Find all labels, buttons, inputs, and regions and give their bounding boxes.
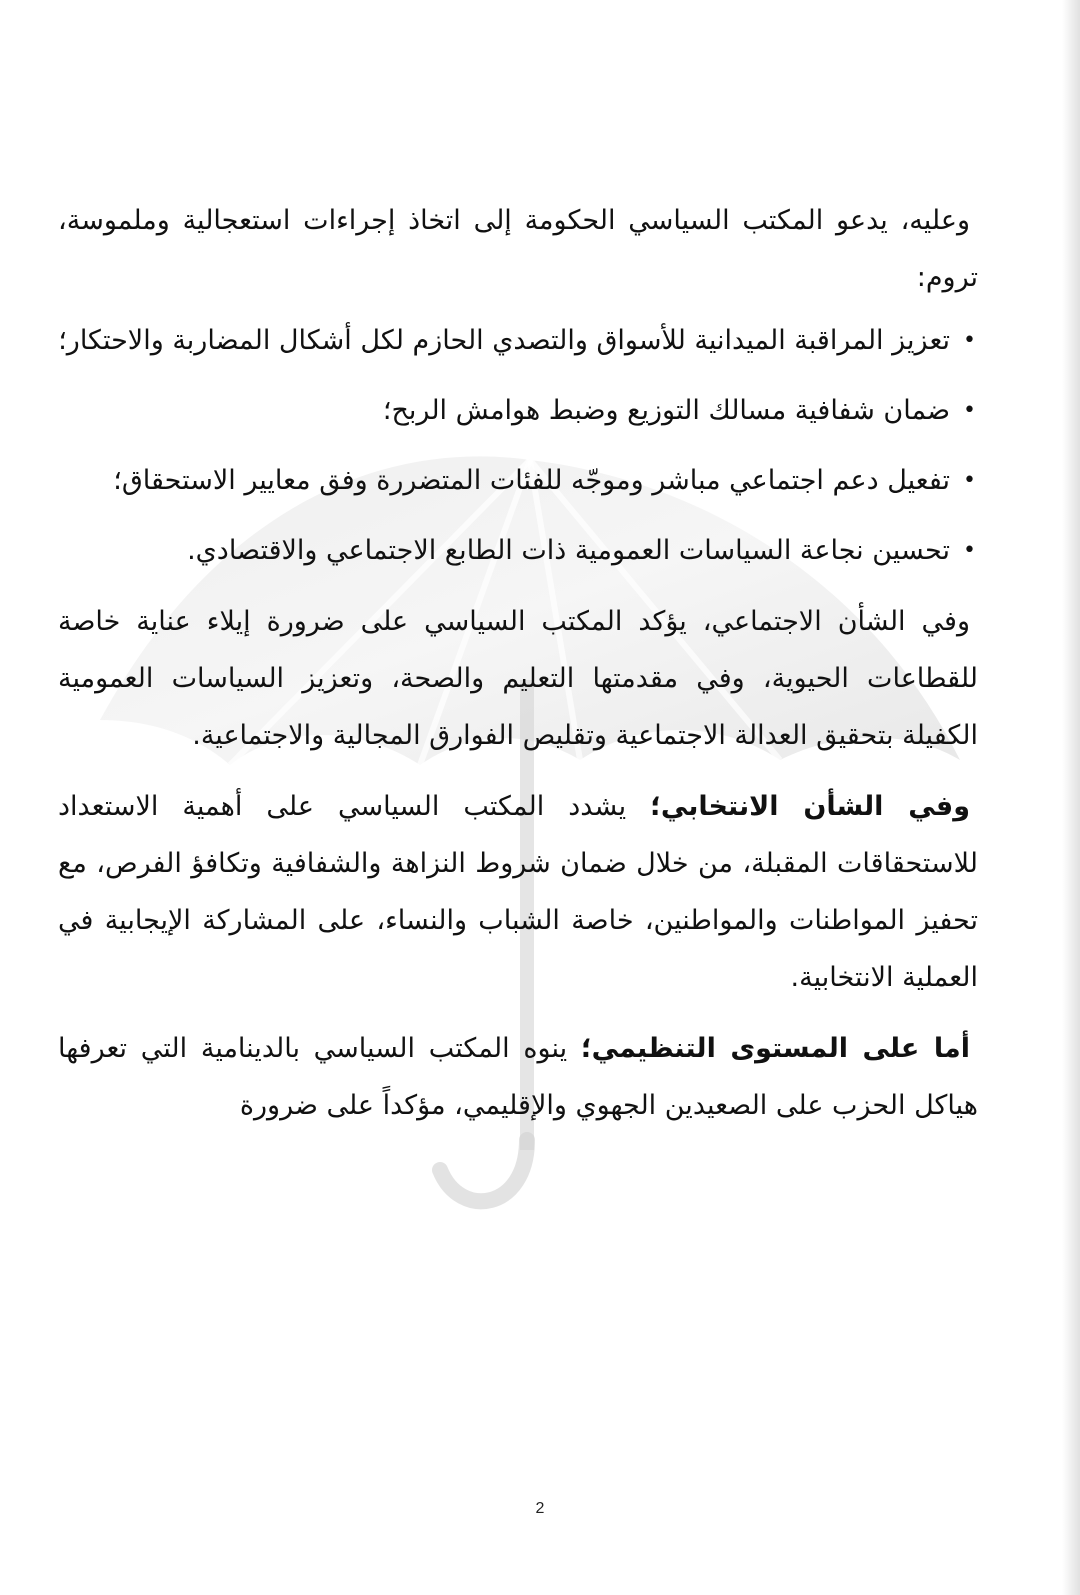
document-body: [58, 192, 978, 1148]
social-paragraph: وفي الشأن الاجتماعي، يؤكد المكتب السياسي على ضرورة إيلاء عناية خاصة للقطاعات الحيوية، وفي مقدمتها التعليم والصحة، وتعزيز السياسات العمومية الكفيلة بتحقيق العدالة الاجتماعية وتقليص الفوارق المجالية والاجتماعية.: [58, 606, 978, 751]
bullet-icon: •: [963, 468, 976, 493]
list-item: [58, 312, 978, 369]
list-item-text: تحسين نجاعة السياسات العمومية ذات الطابع الاجتماعي والاقتصادي.: [187, 535, 950, 566]
page-edge-shadow: [1062, 0, 1080, 1595]
list-item: [58, 522, 978, 579]
electoral-heading: وفي الشأن الانتخابي؛: [650, 791, 970, 822]
organizational-heading: أما على المستوى التنظيمي؛: [580, 1033, 970, 1064]
list-item-text: ضمان شفافية مسالك التوزيع وضبط هوامش الربح؛: [382, 395, 950, 426]
page-number: 2: [535, 1500, 545, 1517]
list-item-text: تفعيل دعم اجتماعي مباشر وموجّه للفئات المتضررة وفق معايير الاستحقاق؛: [113, 465, 950, 496]
bullet-icon: •: [963, 538, 976, 563]
organizational-paragraph: [58, 1020, 978, 1134]
electoral-paragraph: [58, 778, 978, 1006]
organizational-body: ينوه المكتب السياسي بالدينامية التي تعرفها هياكل الحزب على الصعيدين الجهوي والإقليمي، مؤكداً على ضرورة: [58, 1033, 978, 1121]
list-item: [58, 382, 978, 439]
list-item: [58, 452, 978, 509]
bullet-icon: •: [963, 398, 976, 423]
intro-paragraph: وعليه، يدعو المكتب السياسي الحكومة إلى اتخاذ إجراءات استعجالية وملموسة، تروم:: [58, 205, 978, 293]
bullet-icon: •: [963, 328, 976, 353]
electoral-body: يشدد المكتب السياسي على أهمية الاستعداد للاستحقاقات المقبلة، من خلال ضمان شروط النزاهة والشفافية وتكافؤ الفرص، مع تحفيز المواطنات والمواطنين، خاصة الشباب والنساء، على المشاركة الإيجابية في العملية الانتخابية.: [58, 791, 978, 993]
measures-list: [58, 312, 978, 579]
list-item-text: تعزيز المراقبة الميدانية للأسواق والتصدي الحازم لكل أشكال المضاربة والاحتكار؛: [58, 325, 950, 356]
